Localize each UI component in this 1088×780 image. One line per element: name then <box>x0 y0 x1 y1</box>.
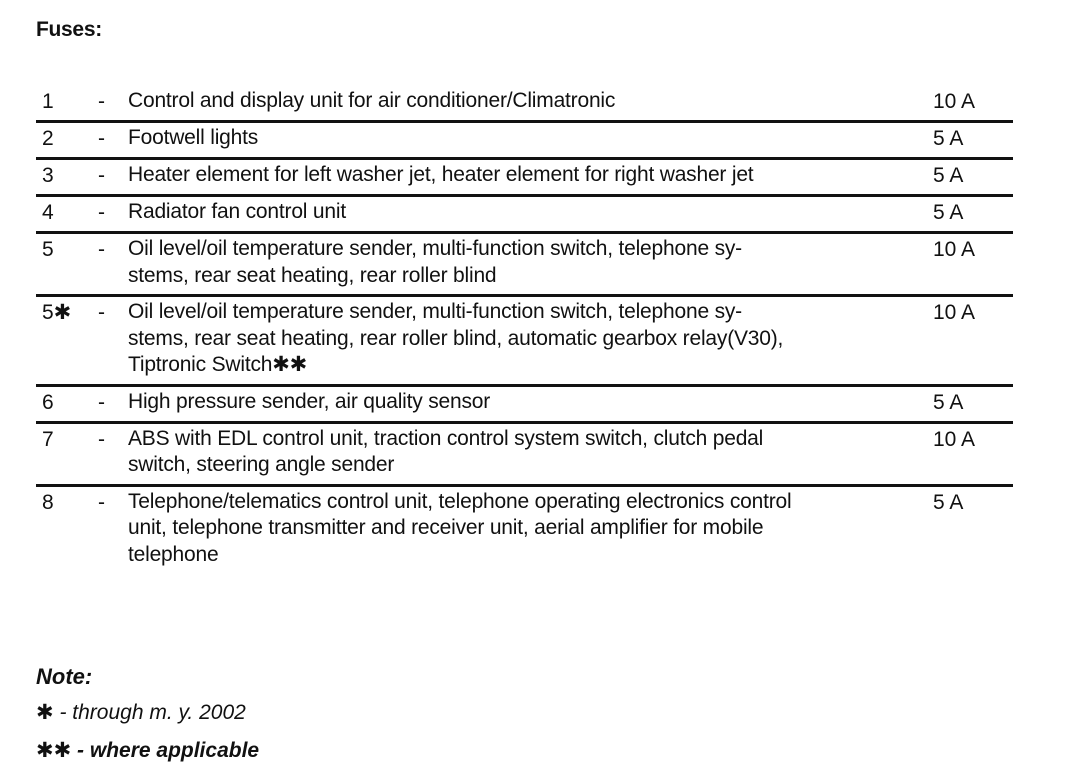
note-item <box>36 700 246 725</box>
fuse-number: 8 <box>42 490 54 514</box>
fuse-number: 7 <box>42 427 54 451</box>
fuse-table <box>36 86 1013 573</box>
table-row <box>36 424 1013 487</box>
fuse-description: Telephone/telematics control unit, telephone operating electronics control unit, telephone transmitter and receiver unit, aerial amplifier for mobile telephone <box>128 489 792 566</box>
fuse-description: Heater element for left washer jet, heater element for right washer jet <box>128 163 754 186</box>
fuse-description: Oil level/oil temperature sender, multi-function switch, telephone sy- stems, rear seat heating, rear roller blind <box>128 237 742 287</box>
fuse-number: 6 <box>42 390 54 414</box>
fuse-description: Radiator fan control unit <box>128 200 346 223</box>
table-row <box>36 297 1013 387</box>
fuse-description: High pressure sender, air quality sensor <box>128 389 491 413</box>
fuse-dash: - <box>98 238 105 261</box>
table-row <box>36 197 1013 234</box>
fuse-amperage: 10 A <box>933 90 976 113</box>
fuse-number: 4 <box>42 201 54 224</box>
fuse-dash: - <box>98 490 105 514</box>
fuse-amperage: 5 A <box>933 164 964 187</box>
fuse-number: 3 <box>42 164 54 187</box>
fuse-number: 2 <box>42 127 54 150</box>
table-row <box>36 487 1013 574</box>
fuse-amperage: 5 A <box>933 127 964 150</box>
table-row <box>36 387 1013 424</box>
fuse-dash: - <box>98 201 105 224</box>
fuse-dash: - <box>98 127 105 150</box>
table-row <box>36 86 1013 123</box>
fuse-description: Oil level/oil temperature sender, multi-function switch, telephone sy- stems, rear seat heating, rear roller blind, automatic gearbox relay(V30), Tiptronic Switch✱✱ <box>128 300 784 376</box>
fuse-amperage: 10 A <box>933 427 976 451</box>
fuse-number: 1 <box>42 90 54 113</box>
note-item <box>36 738 259 763</box>
table-row <box>36 160 1013 197</box>
table-row <box>36 123 1013 160</box>
fuse-amperage: 5 A <box>933 390 964 414</box>
fuse-amperage: 10 A <box>933 301 976 324</box>
fuse-amperage: 10 A <box>933 238 976 261</box>
table-row <box>36 234 1013 297</box>
section-heading: Fuses: <box>36 18 102 41</box>
note-symbol: ✱✱ <box>36 739 72 762</box>
fuse-number: 5 <box>42 238 54 261</box>
note-text: - where applicable <box>71 739 260 762</box>
fuse-dash: - <box>98 390 105 414</box>
fuse-dash: - <box>98 427 105 451</box>
note-title: Note: <box>36 664 93 689</box>
fuse-dash: - <box>98 90 105 113</box>
fuse-dash: - <box>98 301 105 324</box>
fuse-dash: - <box>98 164 105 187</box>
note-symbol: ✱ <box>36 701 54 724</box>
fuse-description: Control and display unit for air conditioner/Climatronic <box>128 89 616 112</box>
fuse-description: ABS with EDL control unit, traction control system switch, clutch pedal switch, steering angle sender <box>128 426 764 476</box>
fuse-amperage: 5 A <box>933 490 964 514</box>
fuse-description: Footwell lights <box>128 126 259 149</box>
fuse-number: 5✱ <box>42 301 72 324</box>
fuse-amperage: 5 A <box>933 201 964 224</box>
note-text: - through m. y. 2002 <box>53 701 246 724</box>
